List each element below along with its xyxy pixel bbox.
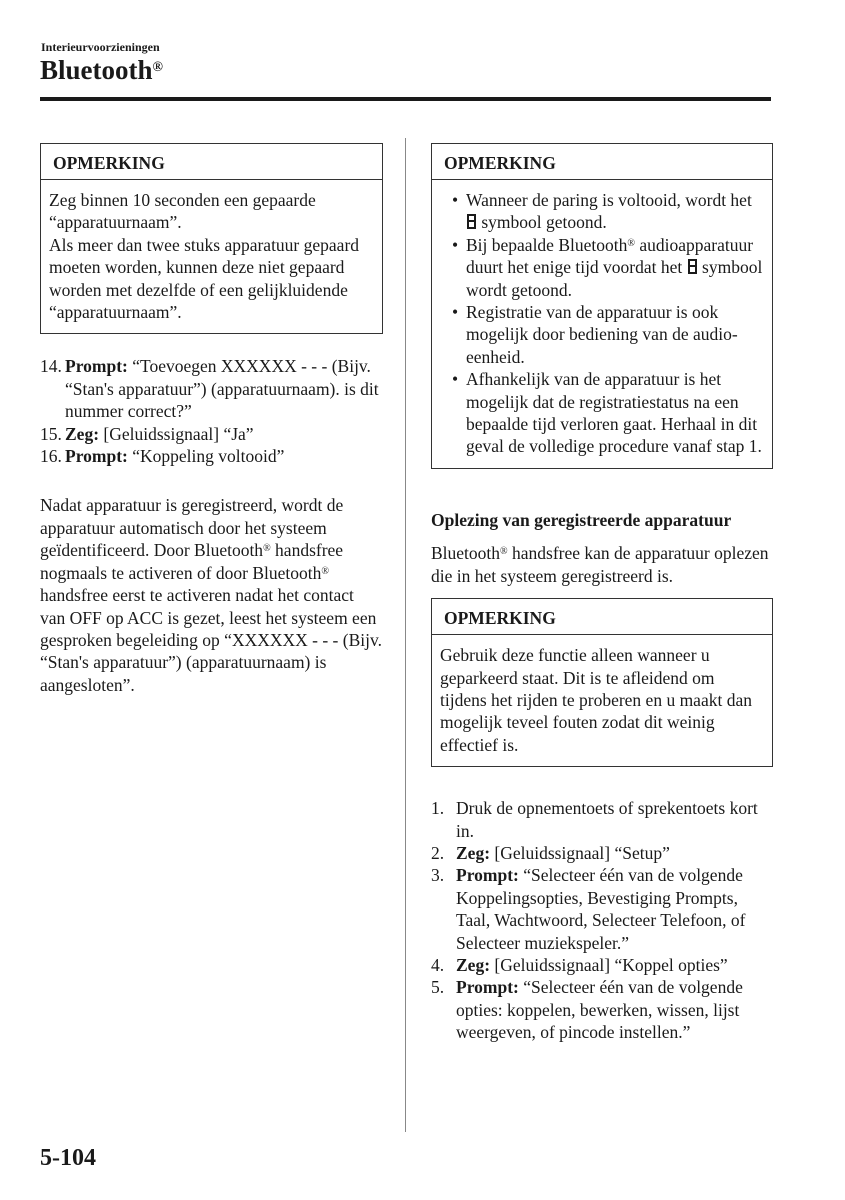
step-keyword: Zeg: [65, 423, 100, 444]
list-item [431, 797, 773, 842]
registered-mark: ® [321, 565, 329, 577]
step-number: 4. [431, 954, 445, 975]
section-label: Interieurvoorzieningen [41, 40, 160, 54]
bullet-text: symbool wordt getoond. [466, 257, 763, 300]
step-text: Druk de opnementoets of sprekentoets kort in. [456, 798, 758, 841]
bullet-text: Afhankelijk van de apparatuur is het mogelijk dat de registratiestatus na een bepaalde tijd verloren gaat. Herhaal in dit geval de volledige procedure vanaf stap 1. [466, 369, 762, 457]
bluetooth-connected-icon [688, 259, 697, 274]
step-text: [Geluidssignaal] “Ja” [99, 423, 254, 444]
step-keyword: Prompt: [456, 977, 519, 998]
right-column [431, 143, 773, 1044]
page-title [40, 54, 163, 86]
note-bullet-list [440, 189, 764, 458]
list-item [431, 864, 773, 954]
paragraph-text: handsfree eerst te activeren nadat het contact van OFF op ACC is gezet, leest het systeem een gesproken begeleiding op “XXXXXX - - - (Bijv. “Stan's apparatuur”) (apparatuurnaam) is aangesloten”. [40, 585, 382, 695]
list-item [431, 842, 773, 864]
step-keyword: Prompt: [456, 865, 519, 886]
note-body [41, 180, 382, 333]
registration-paragraph [40, 494, 383, 696]
step-text: “Toevoegen XXXXXX - - - (Bijv. “Stan's apparatuur”) (apparatuurnaam). is dit nummer correct?” [65, 356, 379, 422]
bullet-text: audioapparatuur duurt het enige tijd voordat het [466, 234, 754, 278]
list-item [440, 234, 764, 301]
step-keyword: Prompt: [65, 356, 128, 377]
step-text: [Geluidssignaal] “Koppel opties” [490, 954, 728, 975]
step-text: “Selecteer één van de volgende opties: koppelen, bewerken, wissen, lijst weergeven, of pincode instellen.” [456, 977, 743, 1043]
note-heading: OPMERKING [432, 599, 772, 635]
bullet-text: Wanneer de paring is voltooid, wordt het [466, 190, 752, 210]
paragraph-text: Nadat apparatuur is geregistreerd, wordt de apparatuur automatisch door het systeem geïdentificeerd. Door Bluetooth [40, 495, 344, 561]
step-number: 3. [431, 865, 445, 886]
step-text: “Selecteer één van de volgende Koppelingsopties, Bevestiging Prompts, Taal, Wachtwoord, Selecteer Telefoon, of Selecteer muziekspeler.” [456, 865, 746, 953]
note-text: Gebruik deze functie alleen wanneer u geparkeerd staat. Dit is te afleidend om tijdens het rijden te proberen en u maakt dan mogelijk teveel fouten zodat dit weinig effectief is. [440, 645, 752, 755]
step-number: 5. [431, 977, 445, 998]
step-number: 1. [431, 798, 445, 819]
registered-mark: ® [152, 60, 163, 75]
note-text: Als meer dan twee stuks apparatuur gepaard moeten worden, kunnen deze niet gepaard worden met dezelfde of een gelijkluidende “apparatuurnaam”. [49, 234, 360, 323]
step-number: 15. [40, 423, 62, 444]
column-divider [405, 138, 406, 1132]
list-item [431, 976, 773, 1043]
list-item [40, 445, 383, 467]
list-item [40, 355, 383, 422]
list-item [40, 423, 383, 445]
step-keyword: Zeg: [456, 954, 491, 975]
note-body [432, 180, 772, 468]
note-heading: OPMERKING [41, 144, 382, 180]
list-item [431, 954, 773, 976]
step-number: 16. [40, 446, 62, 467]
page-title-text: Bluetooth [40, 55, 153, 85]
header-rule [40, 97, 771, 101]
subsection-heading: Oplezing van geregistreerde apparatuur [431, 509, 732, 530]
list-item [440, 189, 764, 234]
note-body [432, 635, 772, 766]
steps-list-left [40, 355, 383, 467]
step-keyword: Zeg: [456, 842, 491, 863]
paragraph-text: handsfree nogmaals te activeren of door Bluetooth [40, 540, 344, 583]
step-keyword: Prompt: [65, 446, 128, 467]
intro-paragraph [431, 542, 773, 587]
bullet-text: symbool getoond. [481, 212, 607, 233]
paragraph-text: handsfree kan de apparatuur oplezen die in het systeem geregistreerd is. [431, 543, 769, 586]
page-number: 5-104 [40, 1145, 96, 1171]
step-number: 14. [40, 356, 62, 377]
note-heading: OPMERKING [432, 144, 772, 180]
note-box-pairing-name [40, 143, 383, 334]
step-text: [Geluidssignaal] “Setup” [490, 842, 670, 863]
note-box-pairing-status [431, 143, 773, 469]
list-item [440, 301, 764, 368]
steps-list-right [431, 797, 773, 1043]
bullet-text: Registratie van de apparatuur is ook mogelijk door bediening van de audio-eenheid. [466, 302, 738, 367]
left-column [40, 143, 383, 696]
paragraph-text: Bluetooth [431, 543, 501, 564]
registered-mark: ® [263, 543, 271, 555]
note-text: Zeg binnen 10 seconden een gepaarde “apparatuurnaam”. [49, 190, 316, 233]
registered-mark: ® [627, 237, 635, 249]
bullet-text: Bij bepaalde Bluetooth [466, 234, 628, 255]
step-text: “Koppeling voltooid” [127, 446, 285, 467]
step-number: 2. [431, 842, 445, 863]
bluetooth-connected-icon [467, 214, 476, 229]
registered-mark: ® [500, 546, 508, 558]
note-box-parked [431, 598, 773, 767]
list-item [440, 368, 764, 458]
